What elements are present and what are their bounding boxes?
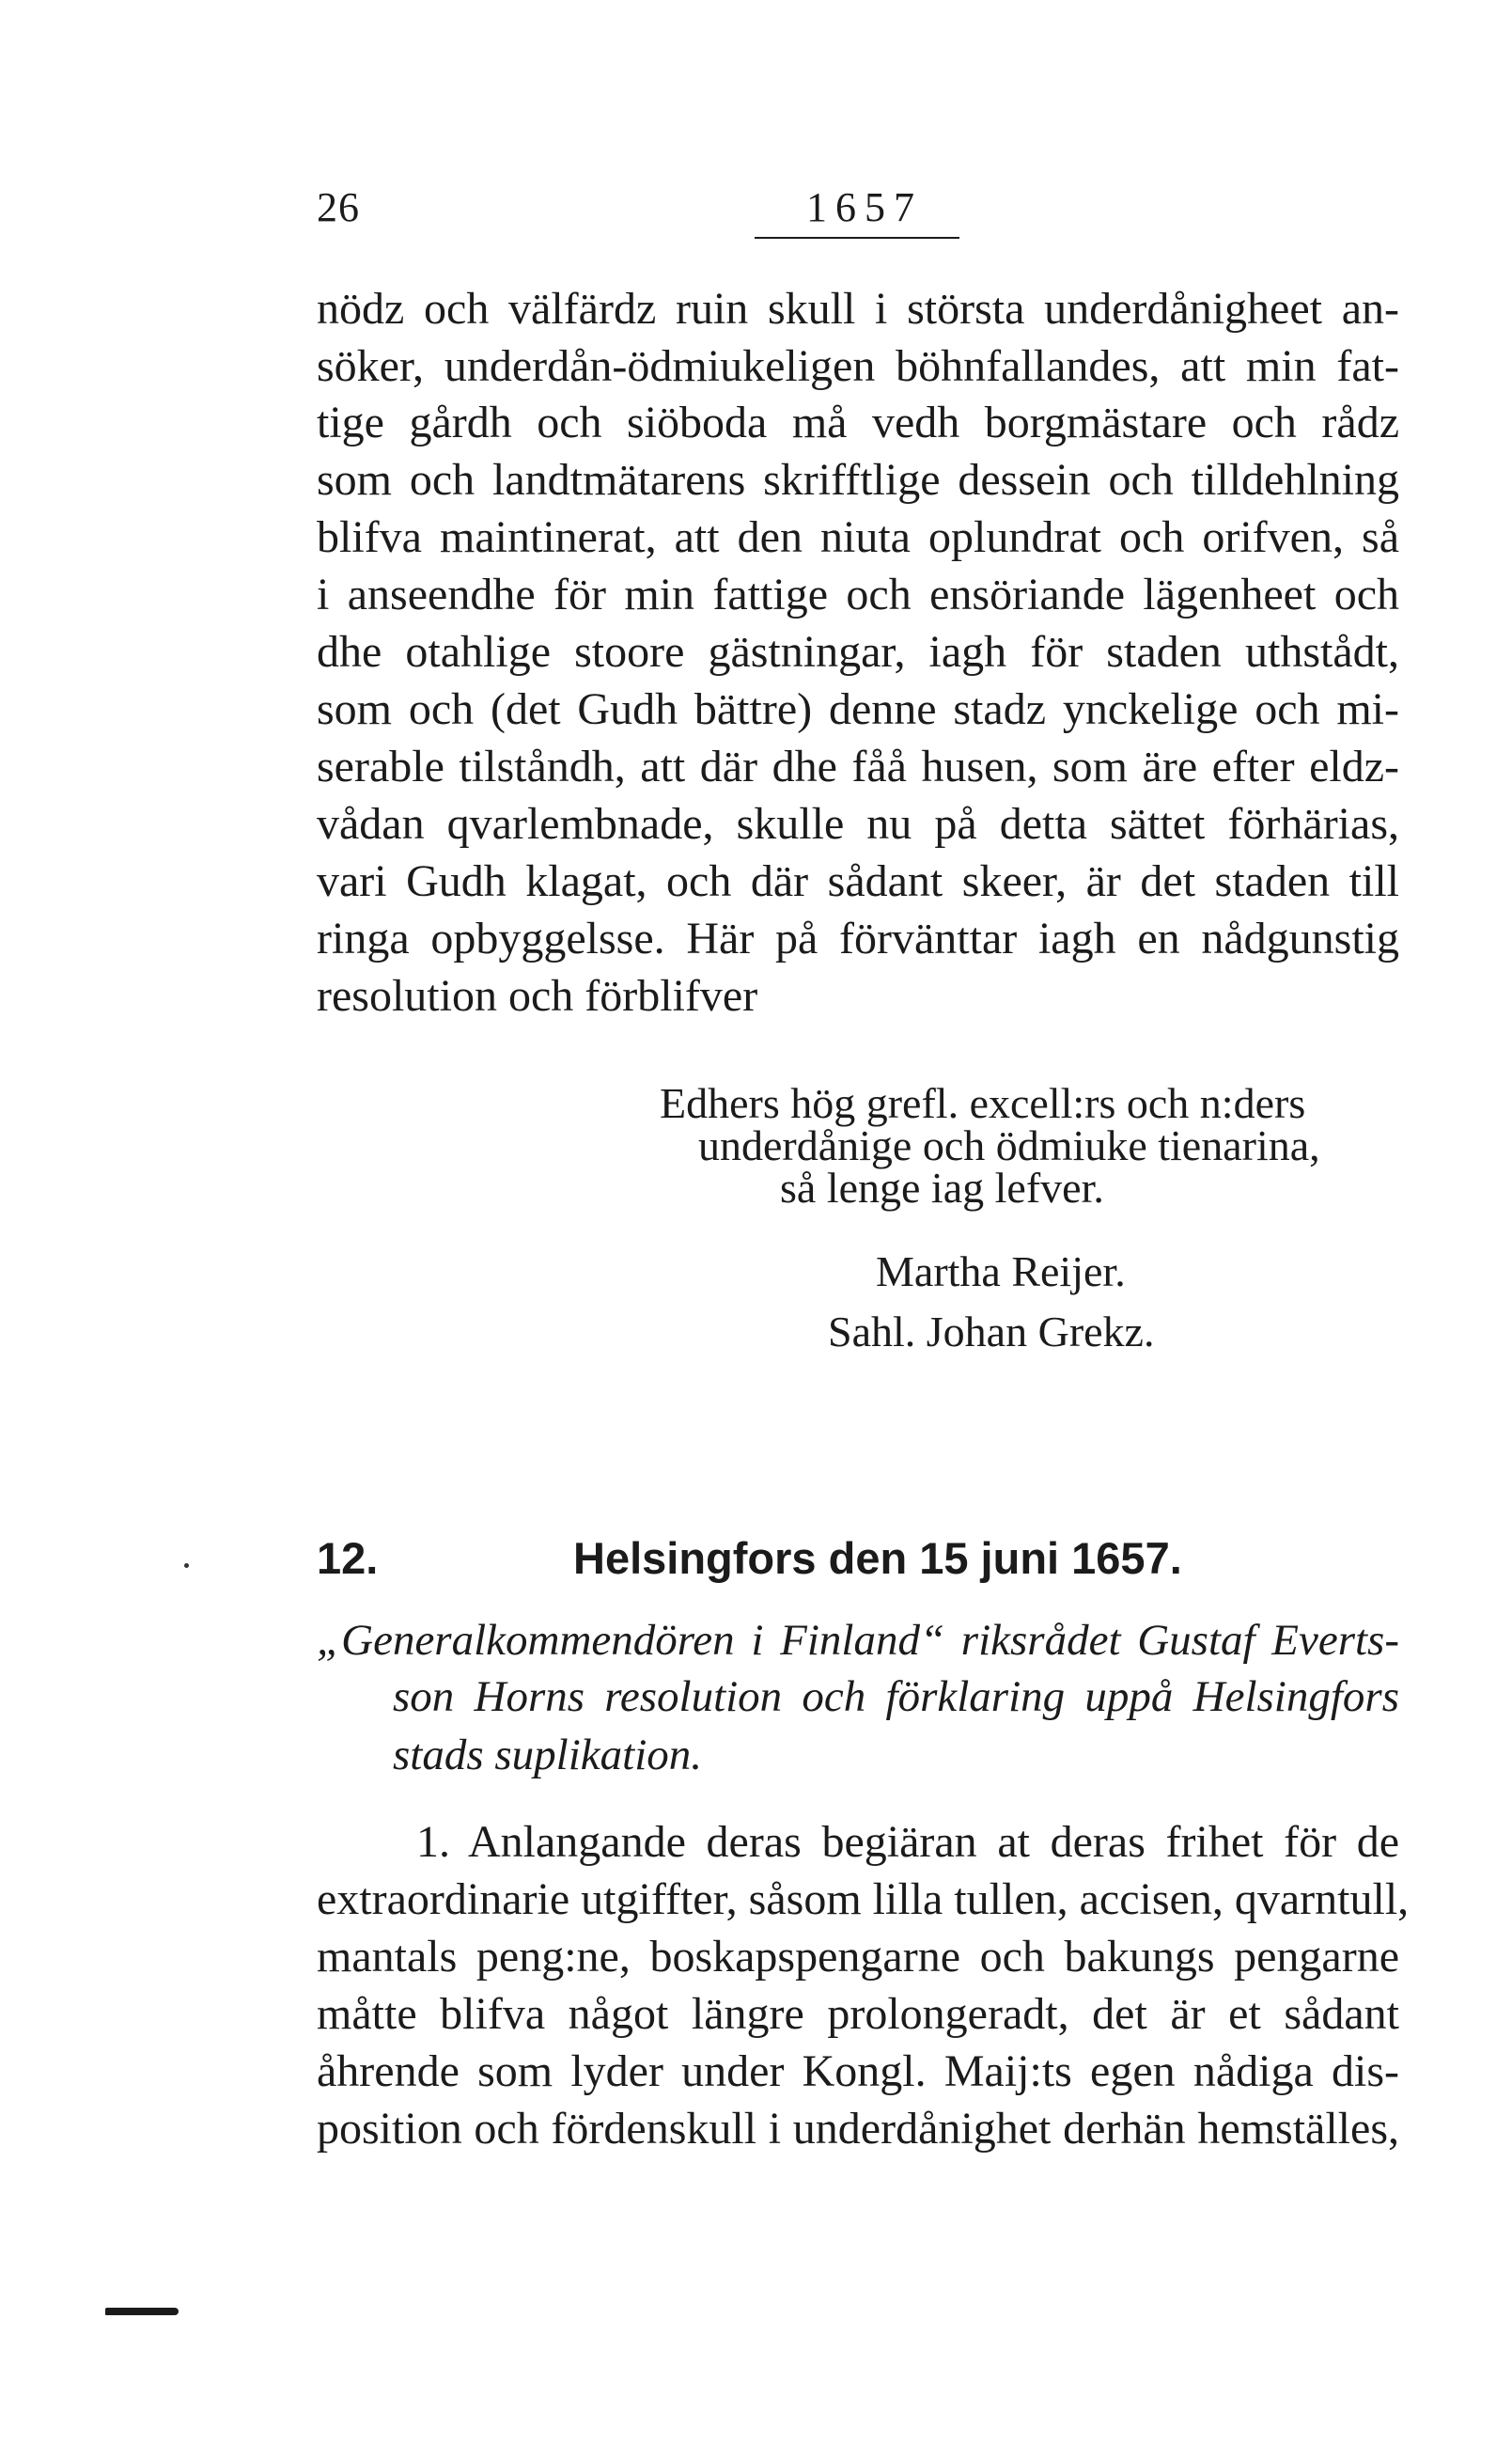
margin-mark: [105, 2308, 179, 2315]
signature-line: Martha Reijer.: [876, 1247, 1126, 1295]
letter-line: dhe otahlige stoore gästningar, iagh för staden uthstådt,: [317, 627, 1399, 677]
letter-line: vari Gudh klagat, och där sådant skeer, är det staden till: [317, 856, 1399, 906]
header-rule: [755, 237, 959, 239]
summary-line: son Horns resolution och förklaring uppå Helsingfors: [393, 1672, 1399, 1721]
letter-line: resolution och förblifver: [317, 971, 758, 1021]
letter-line: blifva maintinerat, att den niuta oplundrat och orifven, så: [317, 512, 1399, 562]
closing-line: Edhers hög grefl. excell:rs och n:ders: [660, 1079, 1306, 1127]
letter-line: söker, underdån-ödmiukeligen böhnfallandes, att min fat-: [317, 341, 1399, 391]
section-line: måtte blifva något längre prolongeradt, det är et sådant: [317, 1989, 1399, 2039]
letter-line: ringa opbyggelsse. Här på förvänttar iagh en nådgunstig: [317, 914, 1399, 964]
section-title: Helsingfors den 15 juni 1657.: [573, 1533, 1182, 1583]
section-line: 1. Anlangande deras begiäran at deras frihet för de: [416, 1817, 1399, 1867]
closing-line: underdånige och ödmiuke tienarina,: [698, 1121, 1320, 1169]
letter-line: som och landtmätarens skrifftlige dessein och tilldehlning: [317, 455, 1399, 505]
letter-line: nödz och välfärdz ruin skull i största underdånigheet an-: [317, 284, 1399, 334]
summary-line: „Generalkommendören i Finland“ riksrådet Gustaf Everts-: [317, 1616, 1399, 1665]
signature-line: Sahl. Johan Grekz.: [828, 1308, 1155, 1355]
letter-line: tige gårdh och siöboda må vedh borgmästare och rådz: [317, 398, 1399, 447]
page-year-heading: 1657: [806, 184, 923, 230]
closing-line: så lenge iag lefver.: [780, 1164, 1104, 1212]
section-line: åhrende som lyder under Kongl. Maij:ts egen nådiga dis-: [317, 2046, 1399, 2096]
margin-dot: [184, 1563, 189, 1568]
letter-line: vådan qvarlembnade, skulle nu på detta sättet förhärias,: [317, 799, 1399, 849]
letter-line: serable tilståndh, att där dhe fåå husen, som äre efter eldz-: [317, 742, 1399, 791]
section-line: position och fördenskull i underdånighet derhän hemställes,: [317, 2104, 1399, 2154]
section-number: 12.: [317, 1533, 379, 1583]
section-line: extraordinarie utgiffter, såsom lilla tullen, accisen, qvarntull,: [317, 1874, 1410, 1924]
letter-line: som och (det Gudh bättre) denne stadz ynckelige och mi-: [317, 684, 1399, 734]
letter-line: i anseendhe för min fattige och ensöriande lägenheet och: [317, 570, 1399, 619]
page-number: 26: [317, 184, 360, 230]
summary-line: stads suplikation.: [393, 1731, 703, 1779]
section-line: mantals peng:ne, boskapspengarne och bakungs pengarne: [317, 1932, 1399, 1982]
